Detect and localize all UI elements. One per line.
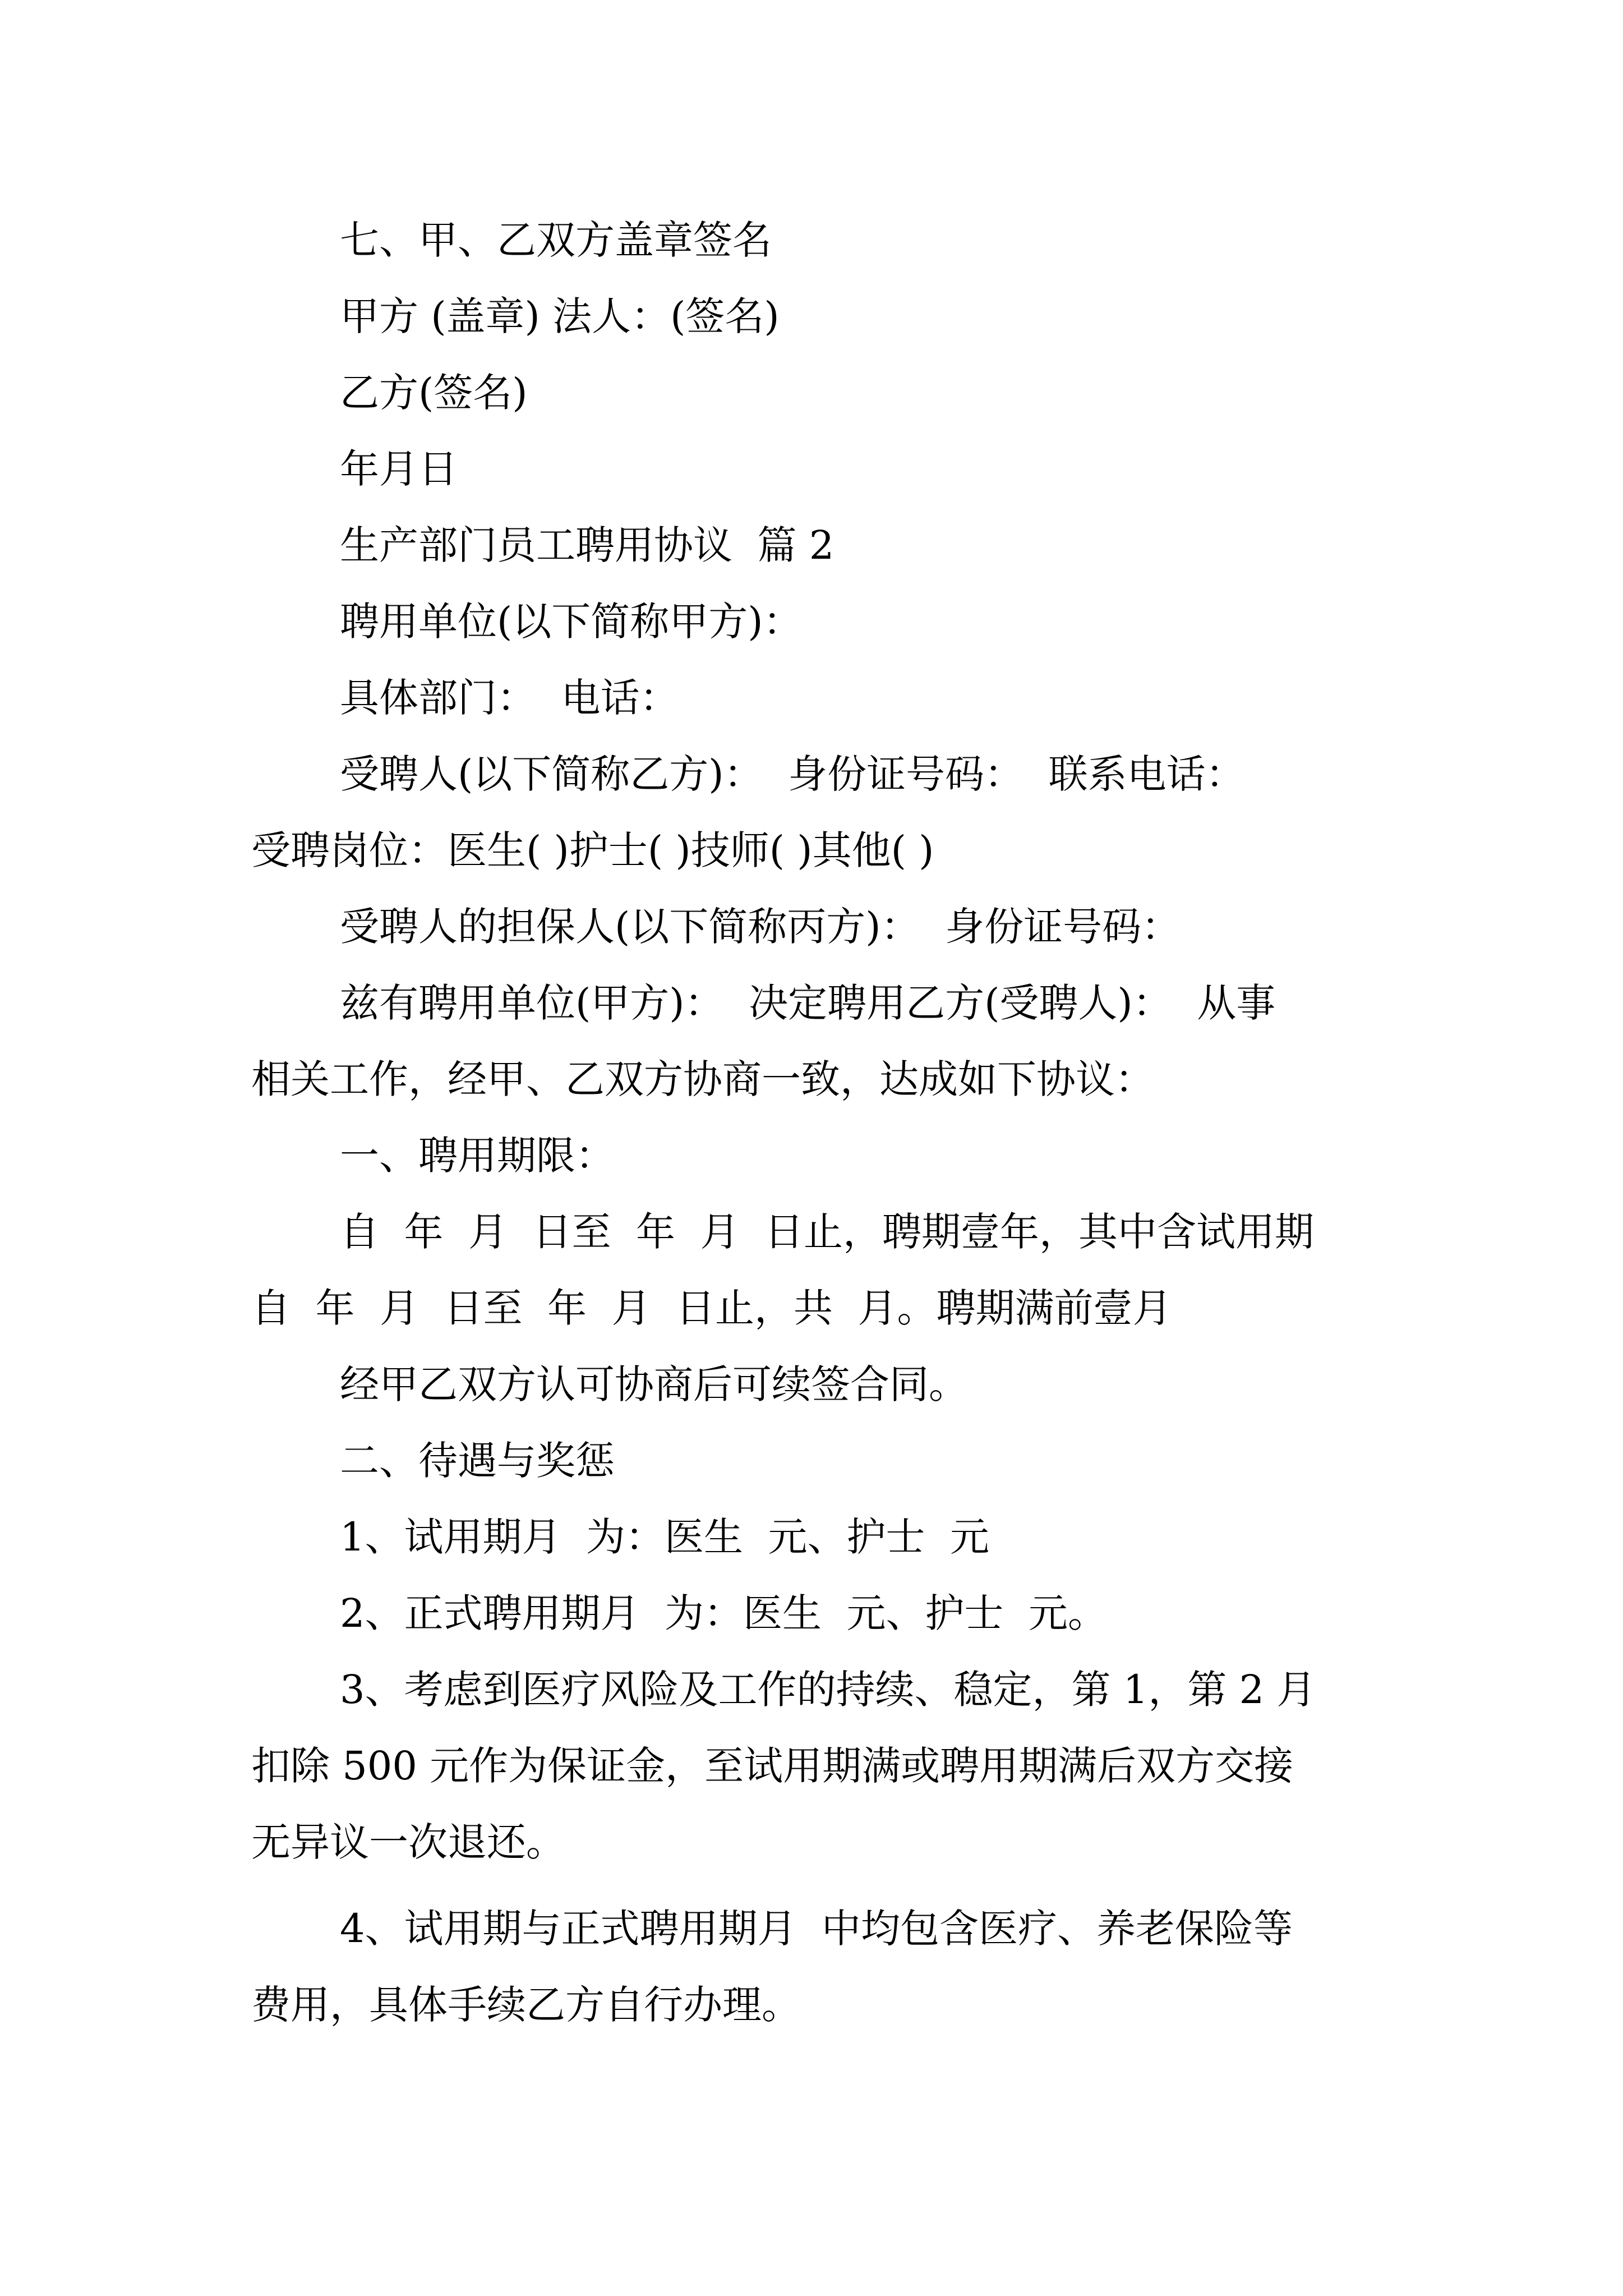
term-line-2: 自 年 月 日至 年 月 日止，共 月。聘期满前壹月: [251, 1285, 1172, 1331]
section-seven-heading: 七、甲、乙双方盖章签名: [340, 217, 772, 263]
item-3-line-2: 扣除 500 元作为保证金，至试用期满或聘用期满后双方交接: [251, 1743, 1294, 1789]
employer-line: 聘用单位(以下简称甲方)：: [340, 599, 803, 645]
term-line-3: 经甲乙双方认可协商后可续签合同。: [340, 1361, 968, 1407]
item-1-line: 1、试用期月 为：医生 元、护士 元: [340, 1514, 990, 1560]
preamble-line-2: 相关工作，经甲、乙双方协商一致，达成如下协议：: [251, 1056, 1154, 1102]
employee-info-line: 受聘人(以下简称乙方)： 身份证号码： 联系电话：: [340, 751, 1245, 797]
date-line: 年月日: [340, 446, 458, 492]
item-3-line-3: 无异议一次退还。: [251, 1819, 565, 1865]
item-4-line-1: 4、试用期与正式聘用期月 中均包含医疗、养老保险等: [340, 1906, 1293, 1952]
item-2-line: 2、正式聘用期月 为：医生 元、护士 元。: [340, 1590, 1108, 1636]
document-body: [251, 202, 1390, 2043]
position-line: 受聘岗位：医生( )护士( )技师( )其他( ): [251, 827, 934, 873]
item-3-line-1: 3、考虑到医疗风险及工作的持续、稳定，第 1，第 2 月: [340, 1667, 1316, 1713]
preamble-line-1: 兹有聘用单位(甲方)： 决定聘用乙方(受聘人)： 从事: [340, 980, 1276, 1026]
party-b-signature-line: 乙方(签名): [340, 370, 528, 416]
section-two-heading: 二、待遇与奖惩: [340, 1438, 615, 1484]
agreement-title: 生产部门员工聘用协议 篇 2: [340, 522, 834, 568]
section-one-heading: 一、聘用期限：: [340, 1133, 615, 1179]
item-4-line-2: 费用，具体手续乙方自行办理。: [251, 1982, 801, 2028]
department-phone-line: 具体部门： 电话：: [340, 675, 679, 721]
guarantor-line: 受聘人的担保人(以下简称丙方)： 身份证号码：: [340, 904, 1181, 950]
term-line-1: 自 年 月 日至 年 月 日止，聘期壹年，其中含试用期: [340, 1209, 1315, 1255]
party-a-signature-line: 甲方 (盖章) 法人：(签名): [340, 293, 780, 339]
